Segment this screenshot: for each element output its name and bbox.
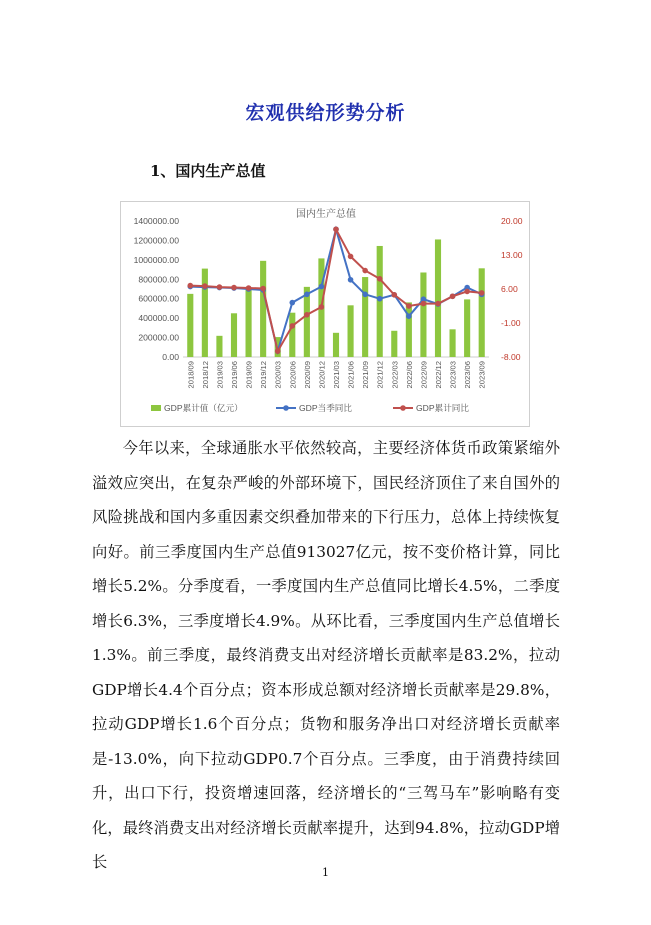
x-tick-label: 2022/06: [404, 361, 414, 389]
bar-gdp-cumulative: [435, 239, 441, 357]
y-left-tick-label: 1000000.00: [133, 254, 179, 265]
document-title: 宏观供给形势分析: [245, 102, 406, 124]
x-tick-label: 2018/12: [200, 361, 210, 389]
point-gdp-cumulative-yoy: [202, 283, 208, 289]
legend-label: GDP累计同比: [416, 403, 469, 413]
x-tick-label: 2021/12: [375, 361, 385, 389]
point-gdp-cumulative-yoy: [260, 286, 266, 292]
point-gdp-cumulative-yoy: [421, 301, 427, 307]
point-gdp-cumulative-yoy: [333, 226, 339, 232]
point-gdp-cumulative-yoy: [377, 276, 383, 282]
bar-gdp-cumulative: [246, 289, 252, 357]
legend-swatch-bar: [151, 405, 161, 411]
x-tick-label: 2019/09: [244, 361, 254, 389]
point-gdp-cumulative-yoy: [435, 301, 441, 307]
x-tick-label: 2021/09: [361, 361, 371, 389]
y-left-tick-label: 1400000.00: [133, 216, 179, 226]
y-left-tick-label: 0.00: [162, 352, 179, 362]
point-gdp-quarterly-yoy: [348, 277, 354, 283]
y-right-tick-label: -1.00: [501, 318, 521, 328]
bar-gdp-cumulative: [202, 269, 208, 357]
bar-gdp-cumulative: [333, 333, 339, 357]
y-left-tick-label: 200000.00: [138, 332, 179, 343]
point-gdp-cumulative-yoy: [304, 312, 310, 318]
x-tick-label: 2022/03: [390, 361, 400, 389]
point-gdp-cumulative-yoy: [187, 283, 193, 289]
bar-gdp-cumulative: [391, 331, 397, 357]
point-gdp-cumulative-yoy: [391, 292, 397, 298]
bar-gdp-cumulative: [450, 329, 456, 357]
point-gdp-quarterly-yoy: [377, 296, 383, 302]
bar-gdp-cumulative: [260, 261, 266, 357]
bar-gdp-cumulative: [348, 305, 354, 357]
bar-gdp-cumulative: [216, 336, 222, 357]
point-gdp-cumulative-yoy: [406, 303, 412, 309]
body-text: [92, 431, 560, 880]
x-tick-label: 2022/12: [434, 361, 443, 389]
point-gdp-cumulative-yoy: [464, 289, 470, 295]
chart-title: 国内生产总值: [296, 209, 356, 220]
y-left-tick-label: 400000.00: [138, 313, 179, 324]
x-tick-label: 2023/09: [477, 361, 487, 389]
bar-gdp-cumulative: [289, 313, 295, 357]
x-tick-label: 2020/06: [288, 361, 298, 389]
point-gdp-cumulative-yoy: [348, 254, 354, 260]
y-left-tick-label: 600000.00: [138, 293, 179, 304]
bar-gdp-cumulative: [231, 313, 237, 357]
x-tick-label: 2019/06: [230, 361, 239, 389]
y-right-tick-label: 20.00: [501, 216, 523, 226]
gdp-chart-svg: [121, 202, 529, 426]
gdp-chart: [120, 201, 530, 427]
x-tick-label: 2022/09: [419, 361, 429, 389]
y-right-tick-label: 6.00: [501, 284, 518, 294]
point-gdp-quarterly-yoy: [319, 284, 325, 290]
page-number: 1: [322, 866, 329, 879]
point-gdp-cumulative-yoy: [450, 293, 456, 299]
point-gdp-cumulative-yoy: [362, 268, 368, 274]
legend-label: GDP累计值（亿元）: [164, 403, 243, 413]
paragraph: 今年以来，全球通胀水平依然较高，主要经济体货币政策紧缩外溢效应突出，在复杂严峻的外部环境下，国民经济顶住了来自国外的风险挑战和国内多重因素交织叠加带来的下行压力，总体上持续恢复向好。前三季度国内生产总值913027亿元，按不变价格计算，同比增长5.2%。分季度看，一季度国内生产总值同比增长4.5%，二季度增长6.3%，三季度增长4.9%。从环比看，三季度国内生产总值增长1.3%。前三季度，最终消费支出对经济增长贡献率是83.2%，拉动GDP增长4.4个百分点；资本形成总额对经济增长贡献率是29.8%，拉动GDP增长1.6个百分点；货物和服务净出口对经济增长贡献率是-13.0%，向下拉动GDP0.7个百分点。三季度，由于消费持续回升，出口下行，投资增速回落，经济增长的“三驾马车”影响略有变化，最终消费支出对经济增长贡献率提升，达到94.8%，拉动GDP增长: [92, 439, 560, 871]
point-gdp-cumulative-yoy: [275, 348, 281, 354]
bar-gdp-cumulative: [304, 287, 310, 357]
x-tick-label: 2020/09: [302, 361, 312, 389]
bar-gdp-cumulative: [187, 294, 193, 357]
x-tick-label: 2023/06: [463, 361, 473, 389]
x-tick-label: 2023/03: [448, 361, 458, 389]
point-gdp-quarterly-yoy: [362, 292, 368, 298]
x-tick-label: 2020/03: [273, 361, 283, 389]
legend-label: GDP当季同比: [299, 403, 352, 413]
x-tick-label: 2021/03: [332, 361, 341, 389]
bar-gdp-cumulative: [362, 277, 368, 357]
x-tick-label: 2019/12: [259, 361, 269, 389]
point-gdp-quarterly-yoy: [304, 292, 310, 298]
point-gdp-cumulative-yoy: [289, 323, 295, 329]
point-gdp-quarterly-yoy: [406, 313, 412, 319]
point-gdp-cumulative-yoy: [231, 285, 237, 291]
point-gdp-quarterly-yoy: [289, 300, 295, 306]
x-tick-label: 2018/09: [186, 361, 196, 389]
point-gdp-cumulative-yoy: [246, 285, 252, 291]
x-tick-label: 2021/06: [346, 361, 356, 389]
point-gdp-cumulative-yoy: [217, 284, 223, 290]
y-right-tick-label: -8.00: [501, 352, 521, 362]
section-heading: 1、国内生产总值: [150, 162, 266, 180]
bar-gdp-cumulative: [479, 268, 485, 357]
legend-swatch-marker: [283, 405, 289, 411]
bar-gdp-cumulative: [406, 302, 412, 357]
point-gdp-cumulative-yoy: [479, 290, 485, 296]
legend-swatch-marker: [400, 405, 406, 411]
bar-gdp-cumulative: [420, 272, 426, 357]
bar-gdp-cumulative: [464, 299, 470, 357]
x-tick-label: 2020/12: [317, 361, 327, 389]
y-right-tick-label: 13.00: [501, 250, 523, 260]
y-left-tick-label: 1200000.00: [133, 235, 179, 246]
x-tick-label: 2019/03: [215, 361, 225, 389]
point-gdp-cumulative-yoy: [319, 304, 325, 310]
y-left-tick-label: 800000.00: [138, 274, 179, 285]
